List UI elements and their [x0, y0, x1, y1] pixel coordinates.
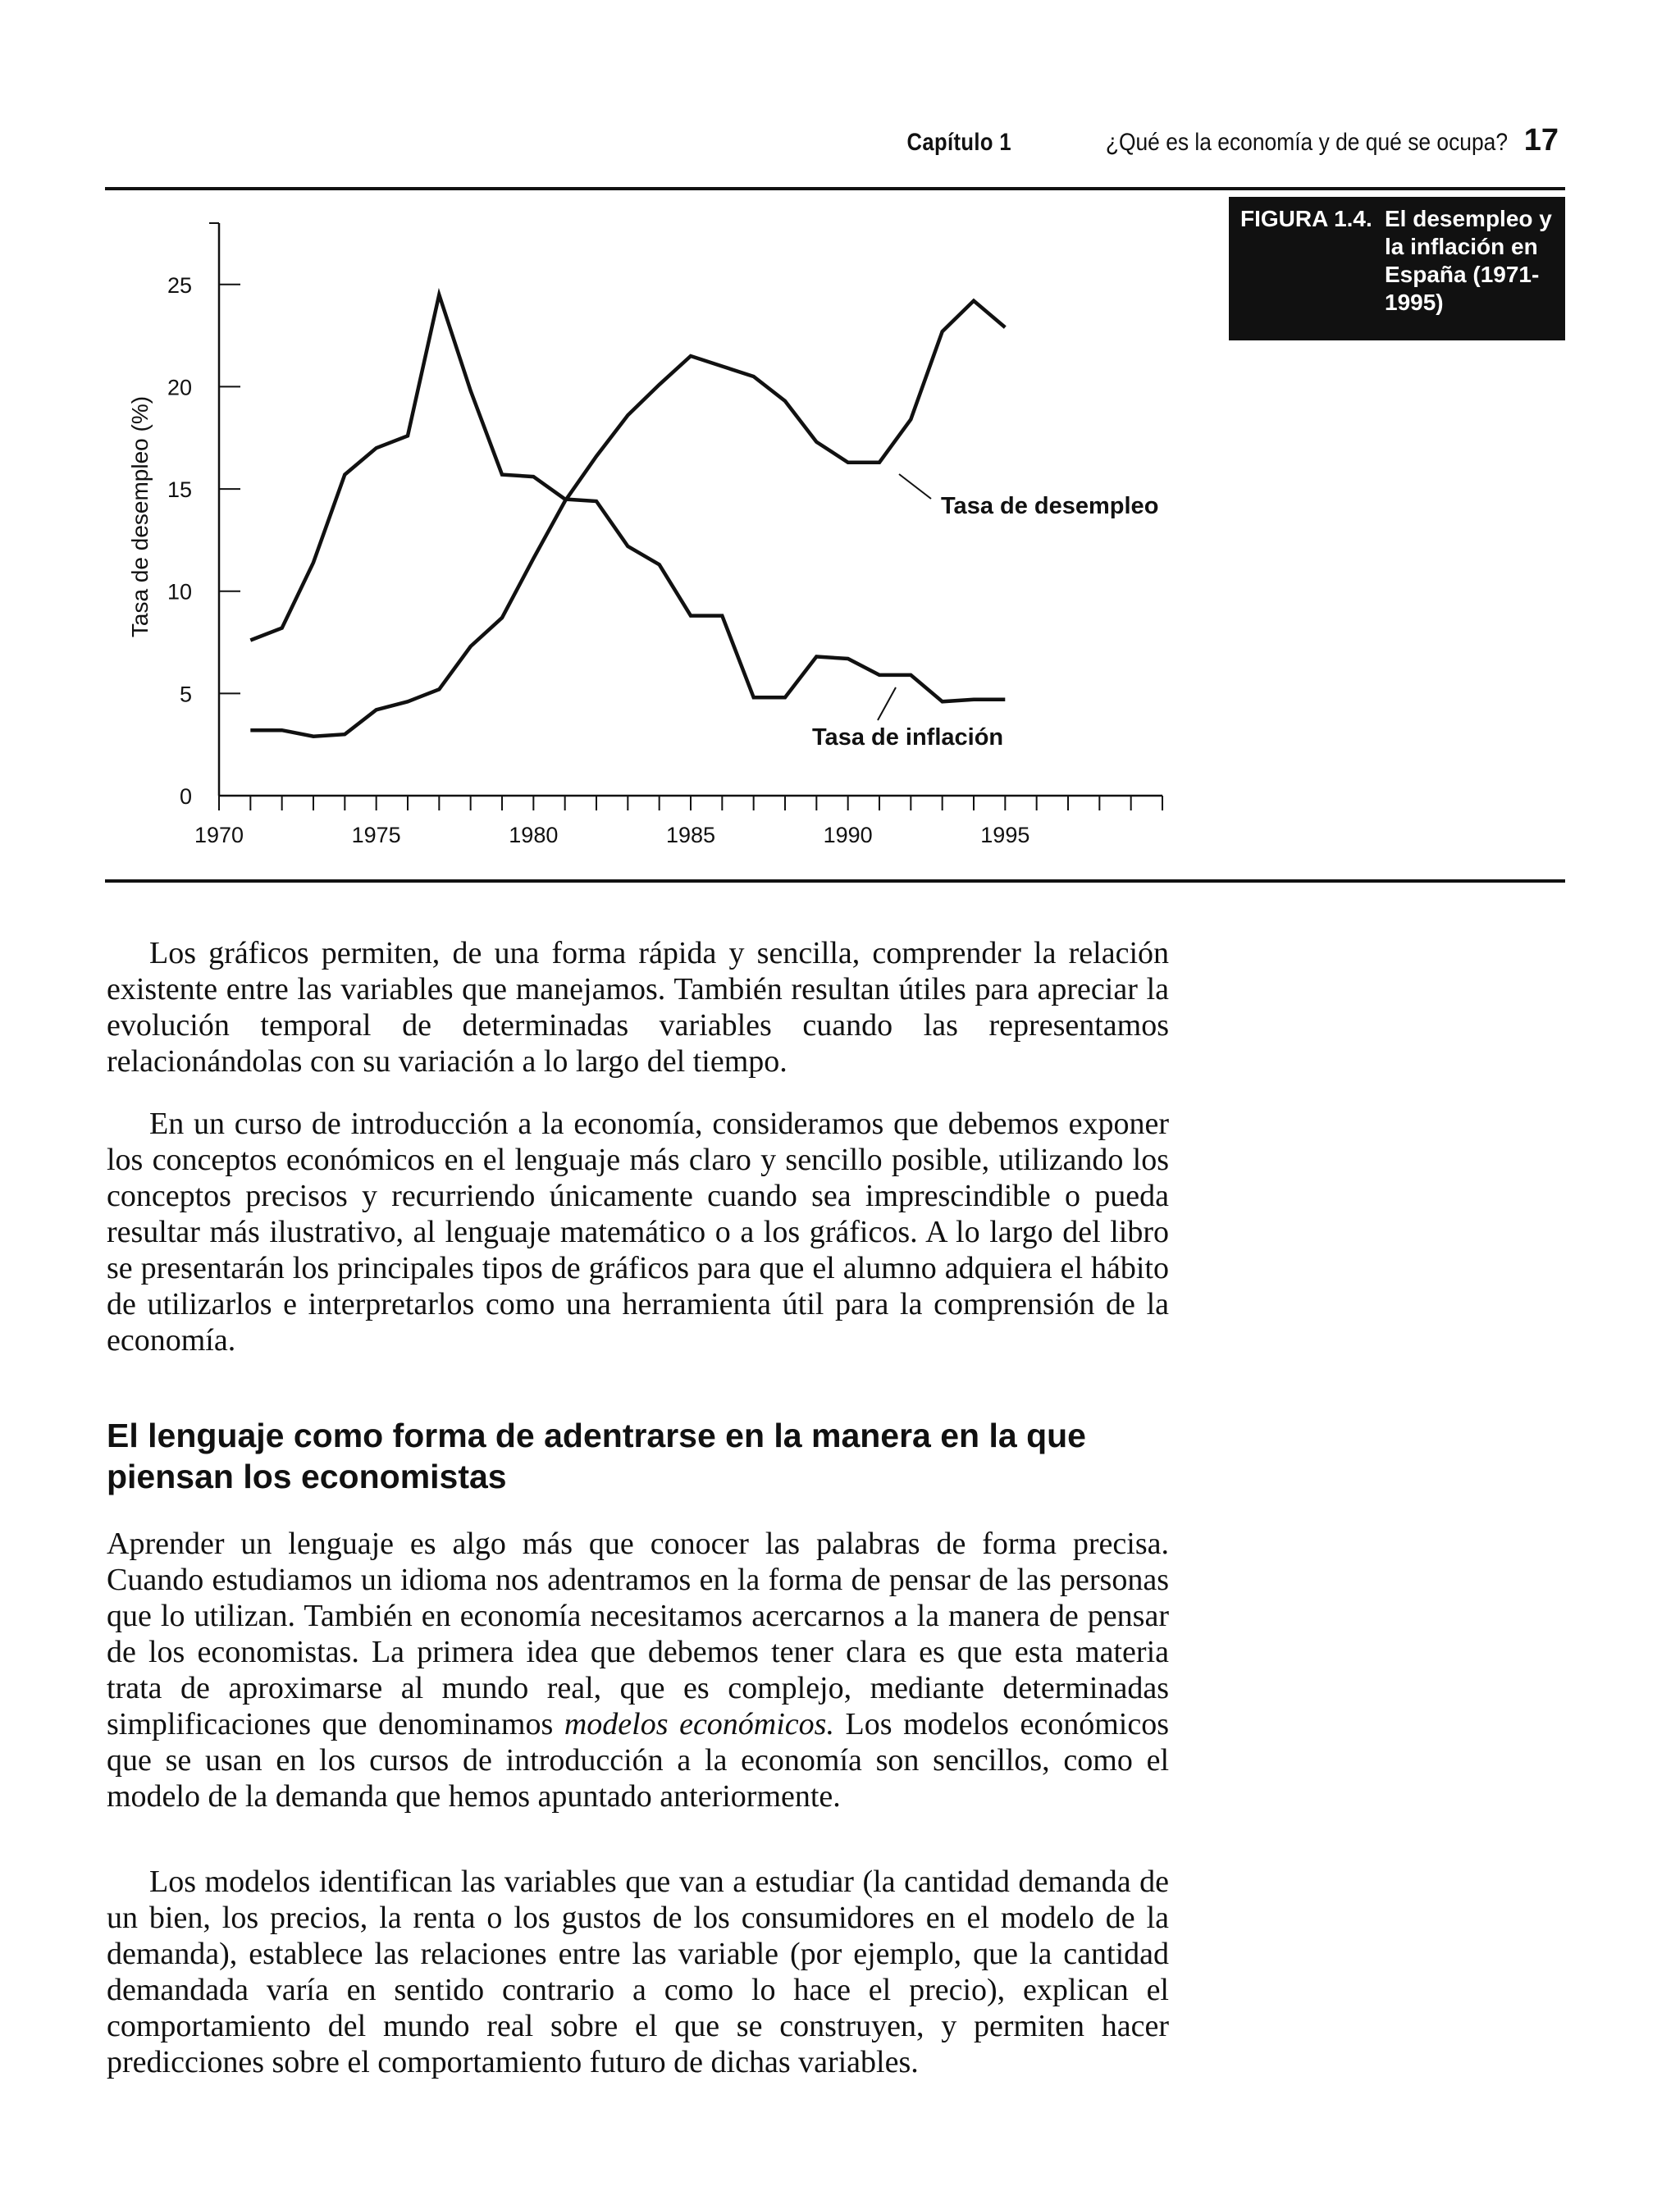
x-tick-label: 1980 — [509, 823, 559, 847]
bottom-rule — [105, 879, 1565, 883]
paragraph-2: En un curso de introducción a la economía, consideramos que debemos exponer los conceptos económicos en el lenguaje más claro y sencillo posible, utilizando los conceptos precisos y recurriendo únicamente cuando sea imprescindible o pueda resultar más ilustrativo, al lenguaje matemático o a los gráficos. A lo largo del libro se presentarán los principales tipos de gráficos para que el alumno adquiera el hábito de utilizarlos e interpretarlos como una herramienta útil para la comprensión de la economía. — [107, 1107, 1169, 1358]
y-tick-label: 15 — [167, 477, 192, 503]
annotation-unemployment: Tasa de desempleo — [941, 493, 1159, 519]
models-term: modelos económicos. — [564, 1707, 834, 1741]
y-tick-label: 20 — [167, 375, 192, 400]
x-tick-label: 1985 — [665, 823, 716, 847]
page-number: 17 — [1523, 123, 1559, 157]
y-tick-label: 0 — [179, 784, 192, 809]
section-paragraph-1 — [107, 1526, 1169, 1814]
section-paragraph-1-rest: Los modelos económicos que se usan en los cursos de introducción a la economía son sencillos, como el modelo de la demanda que hemos apuntado anteriormente. — [107, 1707, 1169, 1814]
paragraph-1: Los gráficos permiten, de una forma rápida y sencilla, comprender la relación existente entre las variables que manejamos. También resultan útiles para apreciar la evolución temporal de determinadas variables cuando las representamos relacionándolas con su variación a lo largo del tiempo. — [107, 936, 1169, 1079]
inflation-series-line — [250, 294, 1005, 701]
section-paragraph-2: Los modelos identifican las variables que van a estudiar (la cantidad demanda de un bien, los precios, la renta o los gustos de los consumidores en el modelo de la demanda), establece las relaciones entre las variable (por ejemplo, que la cantidad demandada varía en sentido contrario a como lo hace el precio), explican el comportamiento del mundo real sobre el que se construyen, y permiten hacer predicciones sobre el comportamiento futuro de dichas variables. — [107, 1865, 1169, 2079]
annotation-inflation: Tasa de inflación — [812, 724, 1004, 751]
y-tick-label: 25 — [167, 272, 192, 298]
y-tick-label: 5 — [179, 682, 192, 707]
y-tick-label: 10 — [167, 579, 192, 605]
annotation-unemployment-leader — [899, 474, 931, 499]
unemployment-series-line — [250, 301, 1005, 737]
x-tick-label: 1990 — [823, 823, 873, 847]
x-tick-label: 1995 — [980, 823, 1030, 847]
figure-title: El desempleo y la inflación en España (1971-1995) — [1385, 206, 1552, 315]
x-tick-label: 1970 — [194, 823, 244, 847]
x-tick-label: 1975 — [351, 823, 401, 847]
annotation-inflation-leader — [878, 687, 896, 720]
chart-series — [250, 294, 1005, 736]
figure-label: FIGURA 1.4. — [1240, 206, 1372, 231]
section-heading: El lenguaje como forma de adentrarse en la manera en la que piensan los economistas — [107, 1417, 1086, 1495]
line-chart — [0, 0, 1680, 902]
chapter-title: ¿Qué es la economía y de qué se ocupa? — [1105, 129, 1508, 156]
chapter-label: Capítulo 1 — [906, 129, 1011, 156]
y-axis-label: Tasa de desempleo (%) — [127, 395, 153, 638]
chart-ticks — [167, 273, 1162, 847]
section-paragraph-1-text: Aprender un lenguaje es algo más que conocer las palabras de forma precisa. Cuando estudiamos un idioma nos adentramos en la forma de pensar de las personas que lo utilizan. También en economía necesitamos acercarnos a la manera de pensar de los economistas. La primera idea que debemos tener clara es que esta materia trata de aproximarse al mundo real, que es complejo, mediante determinadas simplificaciones que denominamos — [107, 1527, 1169, 1741]
